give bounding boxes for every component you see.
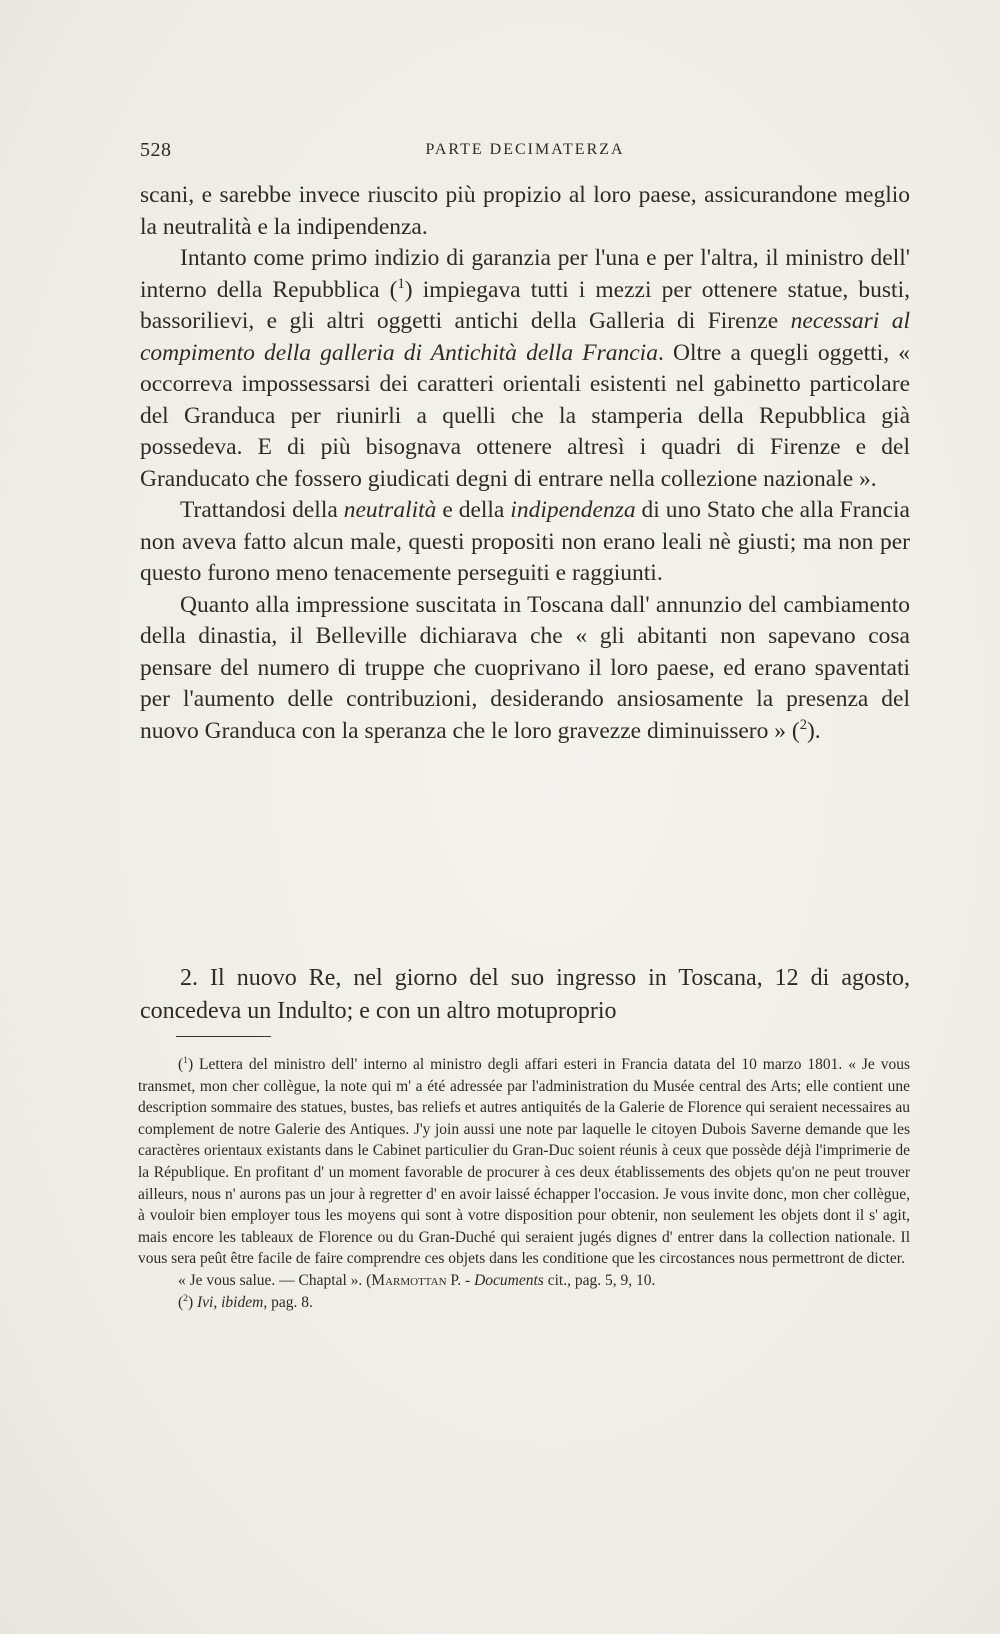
footnote-text: P. - [446, 1271, 475, 1289]
paragraph-trattandosi [140, 495, 910, 590]
footnote-text: cit., pag. 5, 9, 10. [543, 1271, 656, 1289]
paragraph-text: ) impiegava tutti i mezzi per ottenere statue, busti, bassorilievi, e gli altri oggetti antichi della Galleria di Firenze [140, 276, 910, 334]
footnote-marker: 2 [183, 1292, 188, 1304]
paragraph-text: Quanto alla impressione suscitata in Toscana dall' annunzio del cambiamento della dinastia, il Belleville dichiarava che « gli abitanti non sapevano cosa pensare del numero di truppe che cuoprivano il loro paese, ed erano spaventati per l'aumento delle contribuzioni, desiderando ansiosamente la presenza del nuovo Granduca con la speranza che le loro gravezze diminuissero » ( [140, 591, 910, 744]
paragraph-text: scani, e sarebbe invece riuscito più propizio al loro paese, assicurandone meglio la neutralità e la indipendenza. [140, 182, 910, 240]
footnote-text: Lettera del ministro dell' interno al ministro degli affari esteri in Francia datata del 10 marzo 1801. « Je vous transmet, mon cher collègue, la note qui m' a été adressée par l'administration du Musée central des Arts; elle contient une description sommaire des statues, bustes, bas reliefs et autres antiquités de la Galerie de Florence qui seraient necessaires au complement de notre Galerie des Antiques. J'y join aussi une note par laquelle le citoyen Dubois Saverne demande que les caractères orientaux existants dans le Cabinet particulier du Gran-Duc soient réunis à ceux que possède déjà l'imprimerie de la République. En profitant d' un moment favorable de procurer à ces deux établissements des objets qu'on ne peut trouver ailleurs, nous n' aurons pas un jour à regretter d' en avoir laissé échapper l'occasion. Je vous invite donc, mon cher collègue, à vouloir bien employer tous les moyens qui sont à votre disposition pour obtenir, non seulement les objets dont il s' agit, mais encore les tableaux de Florence ou du Gran-Duché qui seraient jugés dignes d' entrer dans la collection nationale. Il vous sera peût être facile de faire comprendre ces objets dans les conditione que les circostances nous permettront de dicter. [138, 1056, 910, 1268]
footnote-ref-1: 1 [397, 275, 405, 292]
footnote-author: Marmottan [371, 1271, 447, 1289]
footnote-1: ($^1$) Lettera del ministro dell' interno al ministro degli affari esteri in Francia datata del 10 marzo 1801. « Je vous transmet, mon cher collègue, la note qui m' a été adressée par l'administration du Musée central des Arts; elle contient une description sommaire des statues, bustes, bas reliefs et autres antiquités de la Galerie de Florence qui seraient necessaires au complement de notre Galerie des Antiques. J'y join aussi une note par laquelle le citoyen Dubois Saverne demande que les caractères orientaux existants dans le Cabinet particulier du Gran-Duc soient réunis à ceux que possède déjà l'imprimerie de la République. En profitant d' un moment favorable de procurer à ces deux établissements des objets qu'on ne peut trouver ailleurs, nous n' aurons pas un jour à regretter d' en avoir laissé échapper l'occasion. Je vous invite donc, mon cher collègue, à vouloir bien employer tous les moyens qui sont à votre disposition pour obtenir, non seulement les objets dont il s' agit, mais encore les tableaux de Florence ou du Gran-Duché qui seraient jugés dignes d' entrer dans la collection nationale. Il vous sera peût être facile de faire comprendre ces objets dans les conditione que les circostances nous permettront de dicter. [138, 1054, 910, 1268]
page-number: 528 [140, 139, 172, 161]
footnote-separator [176, 1036, 271, 1037]
footnotes [138, 1054, 910, 1313]
main-text [140, 180, 910, 747]
italic-word: indipendenza [510, 497, 636, 523]
footnote-ref-2: 2 [799, 716, 807, 733]
footnote-1-closing [138, 1270, 910, 1292]
italic-phrase: necessari al compimento della galleria di Antichità della Francia [140, 308, 910, 366]
footnote-text: , pag. 8. [263, 1293, 313, 1311]
paragraph-text: Trattandosi della [180, 497, 344, 523]
section-2-text: 2. Il nuovo Re, nel giorno del suo ingresso in Toscana, 12 di agosto, concedeva un Indulto; e con un altro motuproprio [140, 965, 910, 1024]
paragraph-intanto [140, 243, 910, 495]
paragraph-text: di uno Stato che alla Francia non aveva fatto alcun male, questi propositi non erano leali nè giusti; ma non per questo furono meno tenacemente perseguiti e raggiunti. [140, 497, 910, 586]
page-header [140, 139, 910, 163]
footnote-marker: 1 [183, 1054, 188, 1066]
paragraph-quanto [140, 590, 910, 748]
paragraph-text: e della [436, 497, 511, 523]
paragraph-continuation [140, 180, 910, 243]
footnote-text: « Je vous salue. — Chaptal ». ( [178, 1271, 372, 1289]
footnote-2: ($^2$) Ivi, ibidem, pag. 8. [178, 1292, 313, 1311]
paragraph-text: ). [806, 717, 821, 744]
section-2 [140, 962, 910, 1028]
paragraph-text: Intanto come primo indizio di garanzia per l'una e per l'altra, il ministro dell' interno della Repubblica ( [140, 245, 910, 303]
footnote-italic: Ivi, ibidem [197, 1293, 264, 1311]
paragraph-text: . Oltre a quegli oggetti, « occorreva impossessarsi dei caratteri orientali esistenti nel gabinetto particolare del Granduca per riunirli a quelli che la stamperia della Repubblica già possedeva. E di più bisognava ottenere altresì i quadri di Firenze e del Granducato che fossero giudicati degni di entrare nella collezione nazionale ». [140, 339, 910, 492]
italic-word: neutralità [343, 497, 437, 523]
footnote-work: Documents [474, 1271, 544, 1289]
running-head: PARTE DECIMATERZA [425, 141, 625, 158]
